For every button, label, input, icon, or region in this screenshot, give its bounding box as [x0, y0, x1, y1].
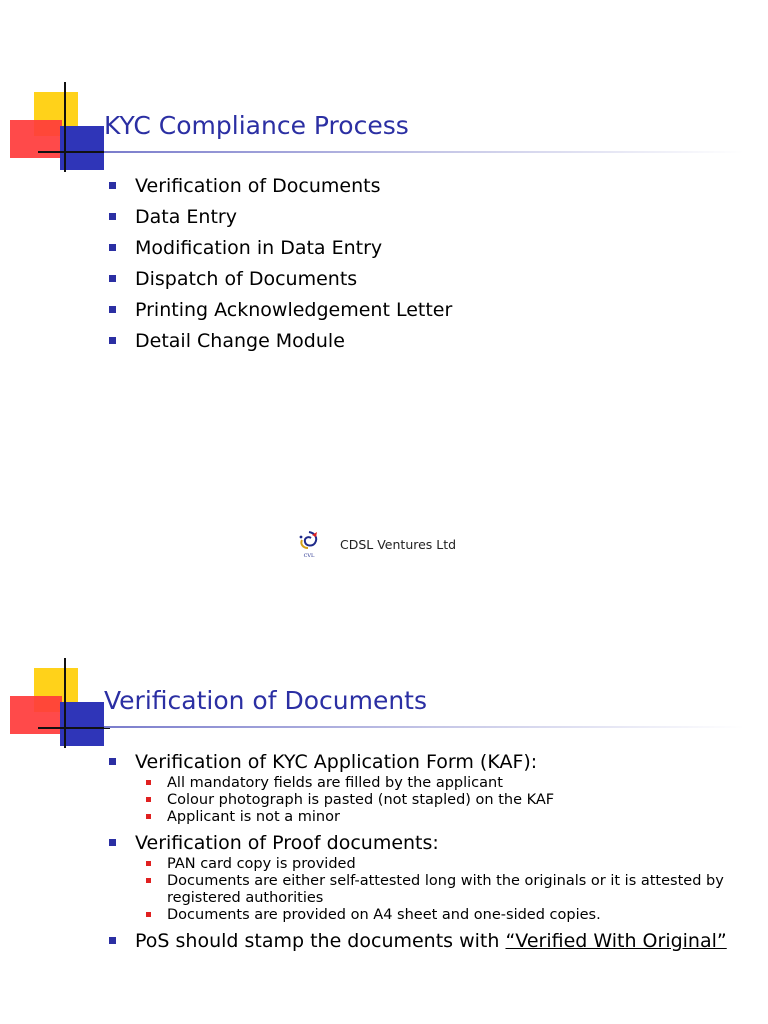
stamp-note-prefix: PoS should stamp the documents with: [135, 930, 506, 952]
sub-list-item: PAN card copy is provided: [135, 856, 756, 873]
cvl-logo-icon: [296, 530, 322, 558]
sub-list-item: Documents are provided on A4 sheet and one-sided copies.: [135, 907, 756, 924]
section-heading: Verification of KYC Application Form (KAF):: [135, 751, 538, 773]
list-item: Modification in Data Entry: [106, 233, 452, 264]
sub-list-item: Documents are either self-attested long with the originals or it is attested by registered authorities: [135, 873, 756, 907]
list-item: [106, 830, 756, 924]
slide-title: Verification of Documents: [104, 686, 427, 715]
title-decoration: [10, 82, 110, 172]
sub-list-item: All mandatory fields are filled by the applicant: [135, 775, 756, 792]
list-item: Data Entry: [106, 202, 452, 233]
slide-title: KYC Compliance Process: [104, 111, 409, 140]
list-item: [106, 928, 756, 954]
sub-list-item: Applicant is not a minor: [135, 809, 756, 826]
list-item: Dispatch of Documents: [106, 264, 452, 295]
stamp-text: “Verified With Original”: [505, 930, 727, 952]
list-item: Detail Change Module: [106, 326, 452, 357]
title-rule: [104, 151, 744, 153]
sub-list: [135, 775, 756, 826]
slide-footer: [296, 530, 456, 558]
sub-list: [135, 856, 756, 924]
title-rule: [104, 726, 744, 728]
slide-verification-of-documents: [0, 600, 768, 1024]
list-item: [106, 749, 756, 826]
company-name: CDSL Ventures Ltd: [340, 536, 457, 552]
sub-list-item: Colour photograph is pasted (not stapled) on the KAF: [135, 792, 756, 809]
verification-list: [106, 749, 756, 954]
process-list: [106, 171, 452, 357]
list-item: Printing Acknowledgement Letter: [106, 295, 452, 326]
list-item: Verification of Documents: [106, 171, 452, 202]
svg-text:CVL: CVL: [303, 553, 315, 558]
section-heading: Verification of Proof documents:: [135, 832, 439, 854]
title-decoration: [10, 658, 110, 748]
